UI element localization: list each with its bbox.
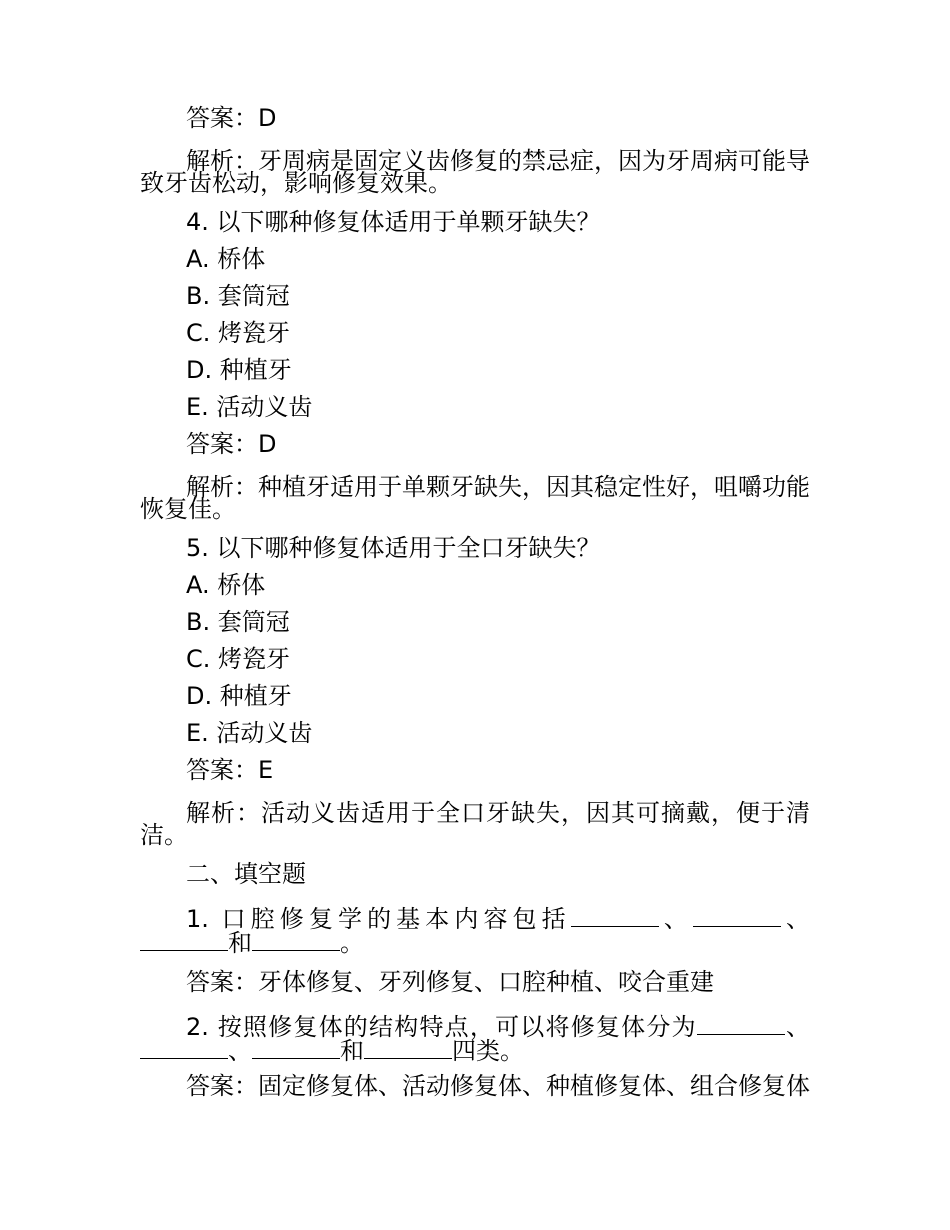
answer-blank — [364, 1038, 452, 1059]
answer-blank — [140, 1038, 228, 1059]
option-c: C. 烤瓷牙 — [186, 319, 291, 347]
separator: 、 — [780, 905, 811, 933]
conjunction: 和 — [340, 1037, 364, 1065]
section-heading: 二、填空题 — [186, 860, 306, 888]
question-end: 四类。 — [452, 1037, 524, 1065]
separator: 、 — [658, 905, 693, 933]
question-5: 5. 以下哪种修复体适用于全口牙缺失？ — [186, 534, 601, 562]
option-b: B. 套筒冠 — [186, 282, 290, 310]
answer-blank — [140, 930, 228, 951]
option-d: D. 种植牙 — [186, 682, 292, 710]
separator: 、 — [228, 1037, 252, 1065]
option-a: A. 桥体 — [186, 571, 266, 599]
answer-line: 答案：E — [186, 756, 274, 784]
answer-blank — [252, 1038, 340, 1059]
answer-line: 答案：D — [186, 104, 277, 132]
option-a: A. 桥体 — [186, 245, 266, 273]
answer-line: 答案：D — [186, 430, 277, 458]
conjunction: 和 — [228, 929, 252, 957]
fill-question-1 — [140, 905, 811, 957]
option-c: C. 烤瓷牙 — [186, 645, 291, 673]
option-d: D. 种植牙 — [186, 356, 292, 384]
fill-question-2 — [140, 1013, 811, 1065]
question-text: 2. 按照修复体的结构特点，可以将修复体分为 — [186, 1013, 697, 1041]
explanation-paragraph: 解析：种植牙适用于单颗牙缺失，因其稳定性好，咀嚼功能恢复佳。 — [140, 473, 810, 523]
option-e: E. 活动义齿 — [186, 393, 313, 421]
question-4: 4. 以下哪种修复体适用于单颗牙缺失？ — [186, 208, 601, 236]
option-e: E. 活动义齿 — [186, 719, 313, 747]
answer-blank — [571, 906, 659, 927]
answer-blank — [693, 906, 781, 927]
answer-blank — [252, 930, 340, 951]
explanation-paragraph: 解析：活动义齿适用于全口牙缺失，因其可摘戴，便于清洁。 — [140, 799, 810, 849]
answer-line: 答案：牙体修复、牙列修复、口腔种植、咬合重建 — [186, 968, 714, 996]
answer-blank — [697, 1014, 785, 1035]
option-b: B. 套筒冠 — [186, 608, 290, 636]
question-text: 1. 口腔修复学的基本内容包括 — [186, 905, 571, 933]
question-end: 。 — [340, 929, 364, 957]
explanation-paragraph: 解析：牙周病是固定义齿修复的禁忌症，因为牙周病可能导致牙齿松动，影响修复效果。 — [140, 147, 810, 197]
answer-paragraph: 答案：固定修复体、活动修复体、种植修复体、组合修复体 — [186, 1072, 810, 1100]
document-page — [140, 100, 810, 1107]
separator: 、 — [784, 1013, 811, 1041]
